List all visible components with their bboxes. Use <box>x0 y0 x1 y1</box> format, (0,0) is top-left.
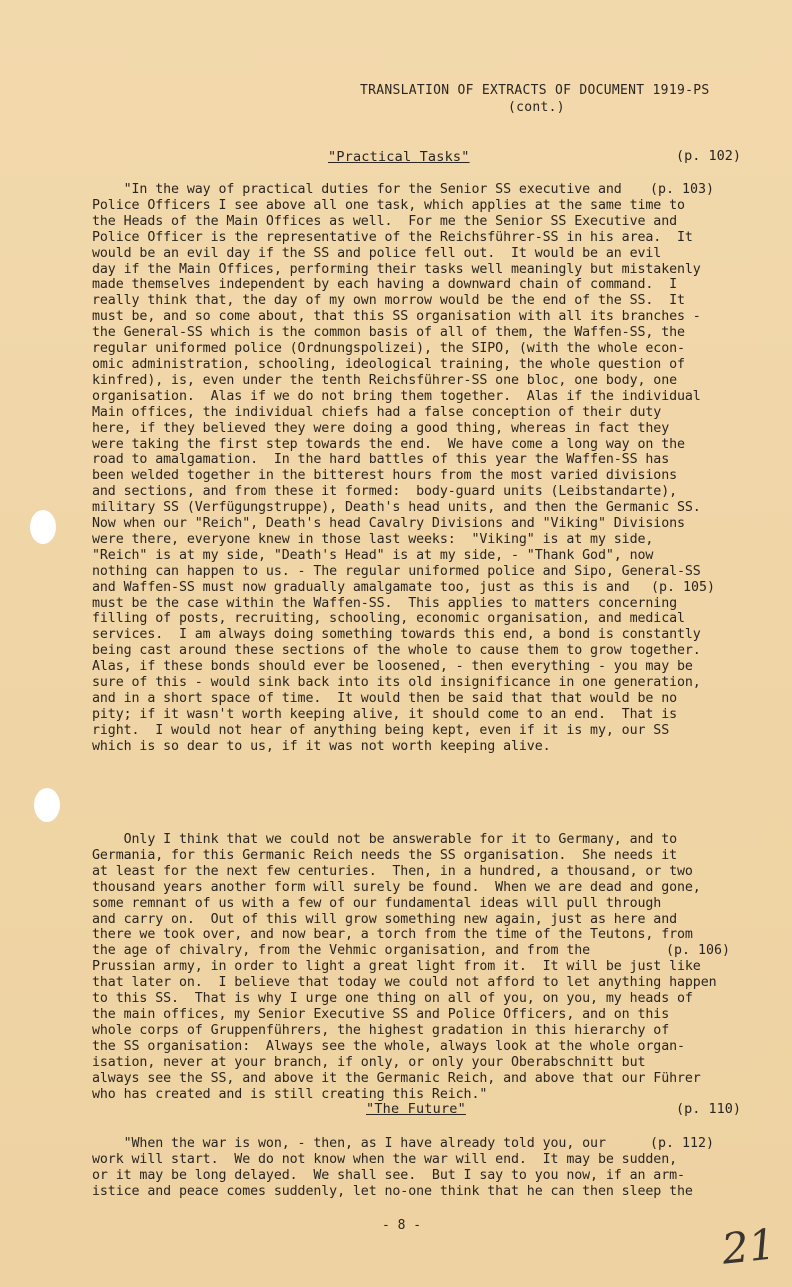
text-line: road to amalgamation. In the hard battles of this year the Waffen-SS has <box>92 452 670 468</box>
text-line: that later on. I believe that today we could not afford to let anything happen <box>92 975 717 991</box>
text-line: services. I am always doing something towards this end, a bond is constantly <box>92 627 701 643</box>
paragraph-practical-tasks <box>92 182 752 755</box>
paragraph-germania <box>92 832 752 1102</box>
text-line: Police Officer is the representative of the Reichsführer-SS in his area. It <box>92 229 693 245</box>
section-title-the-future <box>366 1101 466 1117</box>
punch-hole-top <box>30 510 56 544</box>
text-line: and Waffen-SS must now gradually amalgamate too, just as this is and <box>92 579 630 595</box>
handwritten-folio-number: 21 <box>719 1219 778 1274</box>
text-line: Main offices, the individual chiefs had a false conception of their duty <box>92 404 662 420</box>
text-line: some remnant of us with a few of our fundamental ideas will pull through <box>92 895 662 911</box>
text-line: istice and peace comes suddenly, let no-one think that he can then sleep the <box>92 1183 693 1199</box>
header-continued: (cont.) <box>508 100 565 115</box>
text-line: were taking the first step towards the end. We have come a long way on the <box>92 436 685 452</box>
text-line: or it may be long delayed. We shall see. But I say to you now, if an arm- <box>92 1167 685 1183</box>
punch-hole-bottom <box>34 788 60 822</box>
page-ref-106: (p. 106) <box>666 943 731 958</box>
text-line: work will start. We do not know when the war will end. It may be sudden, <box>92 1151 678 1167</box>
text-line: who has created and is still creating this Reich." <box>92 1086 488 1102</box>
text-line: the General-SS which is the common basis of all of them, the Waffen-SS, the <box>92 325 685 341</box>
text-line: the Heads of the Main Offices as well. For me the Senior SS Executive and <box>92 213 678 229</box>
text-line: right. I would not hear of anything being kept, even if it is my, our SS <box>92 722 670 738</box>
section-title-text: "The Future" <box>366 1101 466 1117</box>
text-line: Alas, if these bonds should ever be loosened, - then everything - you may be <box>92 659 693 675</box>
text-line: omic administration, schooling, ideological training, the whole question of <box>92 356 685 372</box>
text-line: whole corps of Gruppenführers, the highest gradation in this hierarchy of <box>92 1022 670 1038</box>
text-line: regular uniformed police (Ordnungspolizei), the SIPO, (with the whole econ- <box>92 341 685 357</box>
document-header <box>360 82 760 116</box>
section-title-practical-tasks <box>328 149 470 165</box>
text-line: the main offices, my Senior Executive SS and Police Officers, and on this <box>92 1006 670 1022</box>
text-line: day if the Main Offices, performing their tasks well meaningly but mistakenly <box>92 261 701 277</box>
text-line: must be, and so come about, that this SS organisation with all its branches - <box>92 309 701 325</box>
text-line: here, if they believed they were doing a good thing, whereas in fact they <box>92 420 670 436</box>
page-ref-102: (p. 102) <box>676 148 742 164</box>
page-ref-105: (p. 105) <box>651 580 716 595</box>
text-line: would be an evil day if the SS and police fell out. It would be an evil <box>92 245 662 261</box>
text-line: "In the way of practical duties for the Senior SS executive and <box>92 182 622 197</box>
text-line: which is so dear to us, if it was not worth keeping alive. <box>92 738 551 754</box>
text-line: really think that, the day of my own morrow would be the end of the SS. It <box>92 293 685 309</box>
text-line: at least for the next few centuries. Then, in a hundred, a thousand, or two <box>92 863 693 879</box>
text-line: made themselves independent by each having a downward chain of command. I <box>92 277 678 293</box>
text-line: Germania, for this Germanic Reich needs the SS organisation. She needs it <box>92 847 678 863</box>
text-line: been welded together in the bitterest hours from the most varied divisions <box>92 468 678 484</box>
text-line: there we took over, and now bear, a torch from the time of the Teutons, from <box>92 927 693 943</box>
text-line: the SS organisation: Always see the whole, always look at the whole organ- <box>92 1038 685 1054</box>
page-ref-110: (p. 110) <box>676 1101 742 1117</box>
text-line: always see the SS, and above it the Germanic Reich, and above that our Führer <box>92 1070 701 1086</box>
text-line: must be the case within the Waffen-SS. This applies to matters concerning <box>92 595 678 611</box>
page-ref-112: (p. 112) <box>650 1136 715 1151</box>
text-line: thousand years another form will surely be found. When we are dead and gone, <box>92 879 701 895</box>
text-line: being cast around these sections of the whole to cause them to grow together. <box>92 643 701 659</box>
text-line: isation, never at your branch, if only, or only your Oberabschnitt but <box>92 1054 646 1070</box>
text-line: filling of posts, recruiting, schooling, economic organisation, and medical <box>92 611 685 627</box>
page-ref-103: (p. 103) <box>650 182 715 197</box>
header-title: TRANSLATION OF EXTRACTS OF DOCUMENT 1919-PS <box>360 83 710 98</box>
text-line: and in a short space of time. It would then be said that that would be no <box>92 691 678 706</box>
text-line: Now when our "Reich", Death's head Cavalry Divisions and "Viking" Divisions <box>92 516 685 532</box>
text-line: and carry on. Out of this will grow something new again, just as here and <box>92 911 678 927</box>
text-line: military SS (Verfügungstruppe), Death's head units, and then the Germanic SS. <box>92 500 701 516</box>
page-number: - 8 - <box>382 1218 422 1233</box>
text-line: Prussian army, in order to light a great light from it. It will be just like <box>92 959 701 975</box>
text-line: Police Officers I see above all one task, which applies at the same time to <box>92 197 685 213</box>
text-line: to this SS. That is why I urge one thing on all of you, on you, my heads of <box>92 991 693 1007</box>
text-line: were there, everyone knew in those last weeks: "Viking" is at my side, <box>92 531 654 547</box>
text-line: sure of this - would sink back into its old insignificance in one generation, <box>92 675 701 691</box>
text-line: Only I think that we could not be answerable for it to Germany, and to <box>92 832 678 847</box>
text-line: "Reich" is at my side, "Death's Head" is at my side, - "Thank God", now <box>92 547 654 563</box>
section-title-text: "Practical Tasks" <box>328 149 470 165</box>
text-line: nothing can happen to us. - The regular uniformed police and Sipo, General-SS <box>92 563 701 579</box>
text-line: pity; if it wasn't worth keeping alive, it should come to an end. That is <box>92 706 678 722</box>
text-line: "When the war is won, - then, as I have already told you, our <box>92 1136 606 1151</box>
text-line: kinfred), is, even under the tenth Reichsführer-SS one bloc, one body, one <box>92 372 678 388</box>
text-line: and sections, and from these it formed: body-guard units (Leibstandarte), <box>92 484 678 500</box>
text-line: the age of chivalry, from the Vehmic organisation, and from the <box>92 943 591 959</box>
text-line: organisation. Alas if we do not bring them together. Alas if the individual <box>92 388 701 404</box>
